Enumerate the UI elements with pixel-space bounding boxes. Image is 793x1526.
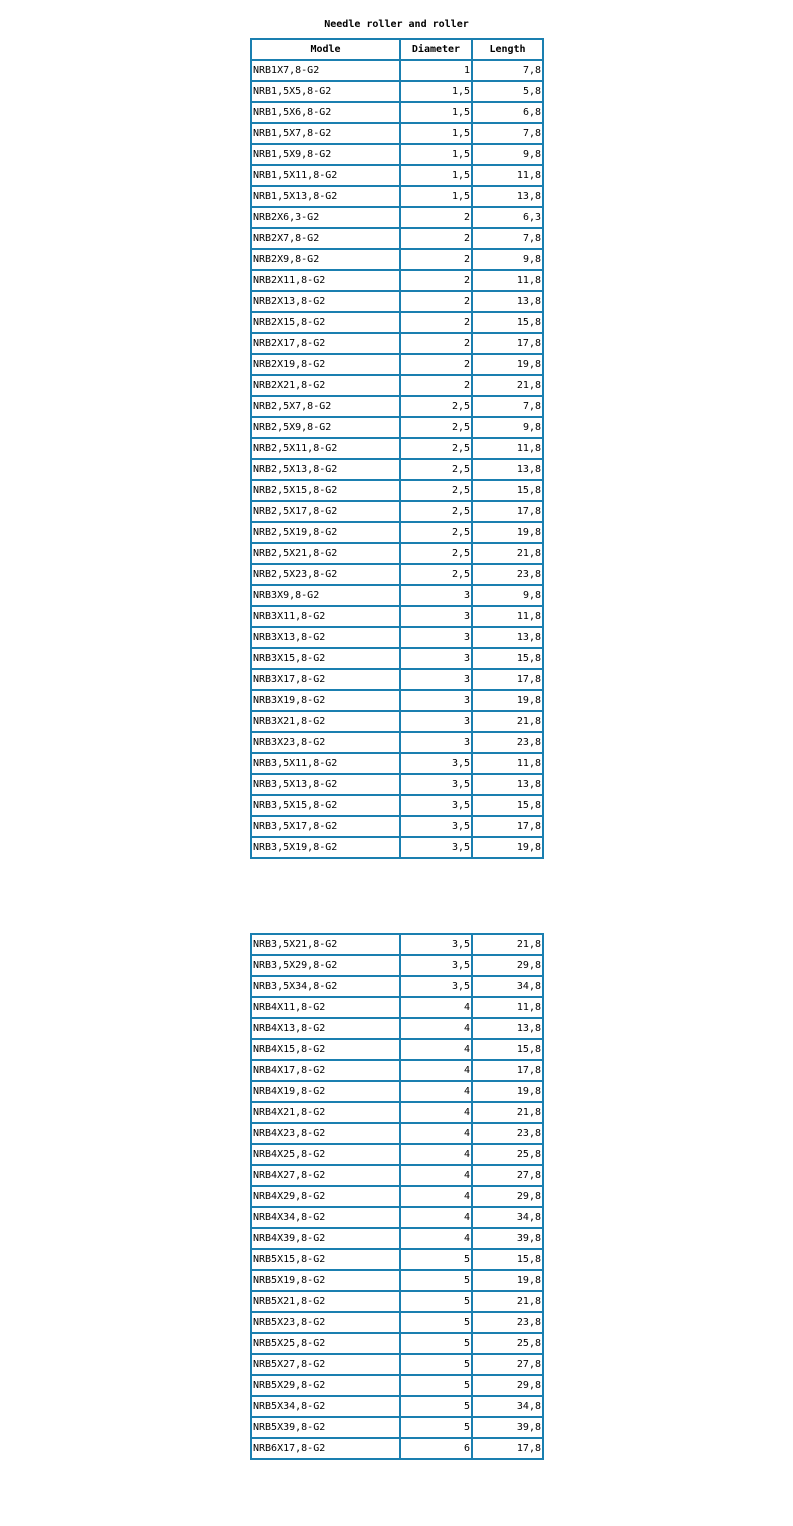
diameter-cell: 2 xyxy=(400,333,472,354)
diameter-cell: 1,5 xyxy=(400,102,472,123)
model-cell: NRB2X13,8-G2 xyxy=(251,291,400,312)
table-row xyxy=(251,997,543,1018)
table-row xyxy=(251,228,543,249)
length-cell: 13,8 xyxy=(472,291,543,312)
table-row xyxy=(251,606,543,627)
length-cell: 13,8 xyxy=(472,627,543,648)
diameter-cell: 2,5 xyxy=(400,417,472,438)
length-cell: 19,8 xyxy=(472,522,543,543)
model-cell: NRB5X21,8-G2 xyxy=(251,1291,400,1312)
diameter-cell: 4 xyxy=(400,1018,472,1039)
model-cell: NRB5X27,8-G2 xyxy=(251,1354,400,1375)
diameter-cell: 2,5 xyxy=(400,522,472,543)
length-cell: 6,8 xyxy=(472,102,543,123)
table-body-1 xyxy=(251,60,543,858)
diameter-cell: 1,5 xyxy=(400,123,472,144)
diameter-cell: 5 xyxy=(400,1333,472,1354)
length-cell: 27,8 xyxy=(472,1165,543,1186)
table-row xyxy=(251,627,543,648)
model-cell: NRB1,5X13,8-G2 xyxy=(251,186,400,207)
model-header: Modle xyxy=(251,39,400,60)
model-cell: NRB1,5X7,8-G2 xyxy=(251,123,400,144)
model-cell: NRB2X15,8-G2 xyxy=(251,312,400,333)
length-cell: 21,8 xyxy=(472,934,543,955)
model-cell: NRB6X17,8-G2 xyxy=(251,1438,400,1459)
model-cell: NRB5X39,8-G2 xyxy=(251,1417,400,1438)
length-cell: 5,8 xyxy=(472,81,543,102)
diameter-cell: 3 xyxy=(400,669,472,690)
table-row xyxy=(251,711,543,732)
spec-table-1 xyxy=(250,38,544,859)
length-cell: 9,8 xyxy=(472,144,543,165)
table-row xyxy=(251,1123,543,1144)
length-cell: 29,8 xyxy=(472,1186,543,1207)
table-row xyxy=(251,1312,543,1333)
diameter-cell: 2 xyxy=(400,249,472,270)
table-row xyxy=(251,543,543,564)
diameter-cell: 5 xyxy=(400,1291,472,1312)
length-cell: 13,8 xyxy=(472,459,543,480)
model-cell: NRB2X7,8-G2 xyxy=(251,228,400,249)
length-cell: 34,8 xyxy=(472,976,543,997)
table-row xyxy=(251,837,543,858)
length-cell: 7,8 xyxy=(472,123,543,144)
model-cell: NRB2X21,8-G2 xyxy=(251,375,400,396)
model-cell: NRB3,5X17,8-G2 xyxy=(251,816,400,837)
length-cell: 11,8 xyxy=(472,753,543,774)
model-cell: NRB4X13,8-G2 xyxy=(251,1018,400,1039)
length-cell: 6,3 xyxy=(472,207,543,228)
table-row xyxy=(251,186,543,207)
diameter-cell: 1,5 xyxy=(400,186,472,207)
length-cell: 15,8 xyxy=(472,1249,543,1270)
length-cell: 17,8 xyxy=(472,816,543,837)
table-row xyxy=(251,795,543,816)
model-cell: NRB2,5X13,8-G2 xyxy=(251,459,400,480)
length-cell: 21,8 xyxy=(472,1102,543,1123)
spec-table-2 xyxy=(250,933,544,1460)
table-row xyxy=(251,934,543,955)
table-row xyxy=(251,1249,543,1270)
model-cell: NRB2X9,8-G2 xyxy=(251,249,400,270)
table-row xyxy=(251,1228,543,1249)
model-cell: NRB4X39,8-G2 xyxy=(251,1228,400,1249)
table-body-2 xyxy=(251,934,543,1459)
diameter-cell: 4 xyxy=(400,1207,472,1228)
table-row xyxy=(251,354,543,375)
model-cell: NRB4X23,8-G2 xyxy=(251,1123,400,1144)
table-row xyxy=(251,501,543,522)
length-cell: 17,8 xyxy=(472,669,543,690)
table-row xyxy=(251,976,543,997)
diameter-cell: 4 xyxy=(400,1165,472,1186)
model-cell: NRB3X21,8-G2 xyxy=(251,711,400,732)
model-cell: NRB1,5X11,8-G2 xyxy=(251,165,400,186)
diameter-cell: 5 xyxy=(400,1396,472,1417)
diameter-cell: 3 xyxy=(400,690,472,711)
diameter-cell: 4 xyxy=(400,1186,472,1207)
diameter-cell: 3,5 xyxy=(400,934,472,955)
model-cell: NRB4X15,8-G2 xyxy=(251,1039,400,1060)
length-cell: 13,8 xyxy=(472,1018,543,1039)
table-row xyxy=(251,207,543,228)
diameter-cell: 5 xyxy=(400,1354,472,1375)
length-cell: 39,8 xyxy=(472,1228,543,1249)
table-row xyxy=(251,1354,543,1375)
table-row xyxy=(251,1396,543,1417)
model-cell: NRB2,5X23,8-G2 xyxy=(251,564,400,585)
diameter-cell: 3 xyxy=(400,648,472,669)
table-row xyxy=(251,123,543,144)
length-cell: 9,8 xyxy=(472,417,543,438)
length-cell: 23,8 xyxy=(472,732,543,753)
table-row xyxy=(251,753,543,774)
table-row xyxy=(251,270,543,291)
length-cell: 13,8 xyxy=(472,186,543,207)
length-cell: 29,8 xyxy=(472,1375,543,1396)
table-row xyxy=(251,375,543,396)
model-cell: NRB2,5X21,8-G2 xyxy=(251,543,400,564)
model-cell: NRB5X19,8-G2 xyxy=(251,1270,400,1291)
diameter-cell: 3,5 xyxy=(400,955,472,976)
model-cell: NRB4X21,8-G2 xyxy=(251,1102,400,1123)
model-cell: NRB5X23,8-G2 xyxy=(251,1312,400,1333)
length-cell: 11,8 xyxy=(472,270,543,291)
model-cell: NRB4X11,8-G2 xyxy=(251,997,400,1018)
table-row xyxy=(251,564,543,585)
model-cell: NRB3X9,8-G2 xyxy=(251,585,400,606)
table-row xyxy=(251,648,543,669)
diameter-cell: 2 xyxy=(400,312,472,333)
diameter-cell: 3,5 xyxy=(400,774,472,795)
length-cell: 17,8 xyxy=(472,1438,543,1459)
table-row xyxy=(251,1165,543,1186)
length-cell: 34,8 xyxy=(472,1207,543,1228)
diameter-cell: 3,5 xyxy=(400,976,472,997)
diameter-cell: 3 xyxy=(400,585,472,606)
length-cell: 13,8 xyxy=(472,774,543,795)
model-cell: NRB4X34,8-G2 xyxy=(251,1207,400,1228)
table-row xyxy=(251,1270,543,1291)
table-row xyxy=(251,732,543,753)
table-row xyxy=(251,165,543,186)
table-row xyxy=(251,102,543,123)
model-cell: NRB3,5X13,8-G2 xyxy=(251,774,400,795)
diameter-cell: 2,5 xyxy=(400,501,472,522)
table-row xyxy=(251,312,543,333)
diameter-cell: 4 xyxy=(400,997,472,1018)
model-cell: NRB3X19,8-G2 xyxy=(251,690,400,711)
length-cell: 34,8 xyxy=(472,1396,543,1417)
diameter-cell: 4 xyxy=(400,1102,472,1123)
diameter-header: Diameter xyxy=(400,39,472,60)
model-cell: NRB3X17,8-G2 xyxy=(251,669,400,690)
length-cell: 23,8 xyxy=(472,1123,543,1144)
model-cell: NRB2,5X9,8-G2 xyxy=(251,417,400,438)
length-cell: 11,8 xyxy=(472,438,543,459)
diameter-cell: 1 xyxy=(400,60,472,81)
model-cell: NRB2X11,8-G2 xyxy=(251,270,400,291)
table-row xyxy=(251,144,543,165)
diameter-cell: 4 xyxy=(400,1060,472,1081)
length-cell: 15,8 xyxy=(472,648,543,669)
length-cell: 21,8 xyxy=(472,711,543,732)
diameter-cell: 6 xyxy=(400,1438,472,1459)
table-row xyxy=(251,1375,543,1396)
diameter-cell: 3,5 xyxy=(400,837,472,858)
length-cell: 15,8 xyxy=(472,795,543,816)
table-row xyxy=(251,459,543,480)
table-row xyxy=(251,249,543,270)
diameter-cell: 2 xyxy=(400,207,472,228)
length-cell: 15,8 xyxy=(472,312,543,333)
table-row xyxy=(251,1291,543,1312)
length-cell: 21,8 xyxy=(472,543,543,564)
table-row xyxy=(251,1417,543,1438)
length-cell: 19,8 xyxy=(472,1081,543,1102)
diameter-cell: 3 xyxy=(400,606,472,627)
model-cell: NRB3X13,8-G2 xyxy=(251,627,400,648)
model-cell: NRB1,5X6,8-G2 xyxy=(251,102,400,123)
table-row xyxy=(251,1060,543,1081)
length-cell: 23,8 xyxy=(472,1312,543,1333)
length-cell: 17,8 xyxy=(472,333,543,354)
model-cell: NRB5X15,8-G2 xyxy=(251,1249,400,1270)
model-cell: NRB3,5X19,8-G2 xyxy=(251,837,400,858)
diameter-cell: 2 xyxy=(400,354,472,375)
diameter-cell: 2,5 xyxy=(400,543,472,564)
table-row xyxy=(251,669,543,690)
length-cell: 29,8 xyxy=(472,955,543,976)
model-cell: NRB3,5X15,8-G2 xyxy=(251,795,400,816)
table-row xyxy=(251,396,543,417)
table-row xyxy=(251,1207,543,1228)
diameter-cell: 2 xyxy=(400,270,472,291)
length-cell: 7,8 xyxy=(472,228,543,249)
model-cell: NRB3X23,8-G2 xyxy=(251,732,400,753)
length-cell: 19,8 xyxy=(472,690,543,711)
length-cell: 7,8 xyxy=(472,396,543,417)
model-cell: NRB2,5X17,8-G2 xyxy=(251,501,400,522)
table-row xyxy=(251,81,543,102)
model-cell: NRB2,5X7,8-G2 xyxy=(251,396,400,417)
length-cell: 21,8 xyxy=(472,1291,543,1312)
diameter-cell: 2,5 xyxy=(400,480,472,501)
diameter-cell: 5 xyxy=(400,1312,472,1333)
table-row xyxy=(251,1018,543,1039)
diameter-cell: 4 xyxy=(400,1144,472,1165)
diameter-cell: 4 xyxy=(400,1228,472,1249)
model-cell: NRB5X29,8-G2 xyxy=(251,1375,400,1396)
length-cell: 27,8 xyxy=(472,1354,543,1375)
length-cell: 15,8 xyxy=(472,1039,543,1060)
length-cell: 25,8 xyxy=(472,1333,543,1354)
model-cell: NRB5X34,8-G2 xyxy=(251,1396,400,1417)
model-cell: NRB4X19,8-G2 xyxy=(251,1081,400,1102)
table-row xyxy=(251,1144,543,1165)
model-cell: NRB3X15,8-G2 xyxy=(251,648,400,669)
table-row xyxy=(251,690,543,711)
length-cell: 19,8 xyxy=(472,354,543,375)
length-cell: 15,8 xyxy=(472,480,543,501)
table-row xyxy=(251,955,543,976)
diameter-cell: 1,5 xyxy=(400,81,472,102)
diameter-cell: 5 xyxy=(400,1270,472,1291)
diameter-cell: 3,5 xyxy=(400,753,472,774)
diameter-cell: 3 xyxy=(400,627,472,648)
diameter-cell: 2,5 xyxy=(400,564,472,585)
table-row xyxy=(251,480,543,501)
page-title: Needle roller and roller xyxy=(324,19,469,30)
diameter-cell: 2 xyxy=(400,291,472,312)
diameter-cell: 3,5 xyxy=(400,795,472,816)
length-cell: 19,8 xyxy=(472,837,543,858)
length-cell: 9,8 xyxy=(472,249,543,270)
model-cell: NRB2X17,8-G2 xyxy=(251,333,400,354)
model-cell: NRB4X29,8-G2 xyxy=(251,1186,400,1207)
model-cell: NRB1,5X5,8-G2 xyxy=(251,81,400,102)
model-cell: NRB2X6,3-G2 xyxy=(251,207,400,228)
table-row xyxy=(251,417,543,438)
table-row xyxy=(251,1039,543,1060)
model-cell: NRB2,5X11,8-G2 xyxy=(251,438,400,459)
table-row xyxy=(251,522,543,543)
table-row xyxy=(251,1081,543,1102)
table-row xyxy=(251,60,543,81)
model-cell: NRB3X11,8-G2 xyxy=(251,606,400,627)
table-row xyxy=(251,585,543,606)
length-cell: 17,8 xyxy=(472,501,543,522)
model-cell: NRB2X19,8-G2 xyxy=(251,354,400,375)
length-header: Length xyxy=(472,39,543,60)
model-cell: NRB1,5X9,8-G2 xyxy=(251,144,400,165)
table-row xyxy=(251,816,543,837)
length-cell: 11,8 xyxy=(472,997,543,1018)
length-cell: 9,8 xyxy=(472,585,543,606)
length-cell: 39,8 xyxy=(472,1417,543,1438)
diameter-cell: 2 xyxy=(400,375,472,396)
table-row xyxy=(251,1438,543,1459)
model-cell: NRB3,5X11,8-G2 xyxy=(251,753,400,774)
model-cell: NRB3,5X29,8-G2 xyxy=(251,955,400,976)
length-cell: 25,8 xyxy=(472,1144,543,1165)
diameter-cell: 5 xyxy=(400,1375,472,1396)
table-row xyxy=(251,774,543,795)
model-cell: NRB1X7,8-G2 xyxy=(251,60,400,81)
diameter-cell: 2 xyxy=(400,228,472,249)
model-cell: NRB4X25,8-G2 xyxy=(251,1144,400,1165)
length-cell: 7,8 xyxy=(472,60,543,81)
model-cell: NRB3,5X34,8-G2 xyxy=(251,976,400,997)
table-row xyxy=(251,1333,543,1354)
diameter-cell: 3,5 xyxy=(400,816,472,837)
length-cell: 19,8 xyxy=(472,1270,543,1291)
model-cell: NRB2,5X15,8-G2 xyxy=(251,480,400,501)
diameter-cell: 1,5 xyxy=(400,165,472,186)
length-cell: 17,8 xyxy=(472,1060,543,1081)
diameter-cell: 5 xyxy=(400,1417,472,1438)
table-row xyxy=(251,1102,543,1123)
diameter-cell: 1,5 xyxy=(400,144,472,165)
length-cell: 11,8 xyxy=(472,165,543,186)
diameter-cell: 2,5 xyxy=(400,438,472,459)
diameter-cell: 3 xyxy=(400,732,472,753)
table-row xyxy=(251,1186,543,1207)
length-cell: 21,8 xyxy=(472,375,543,396)
header-row xyxy=(251,39,543,60)
diameter-cell: 5 xyxy=(400,1249,472,1270)
table-row xyxy=(251,438,543,459)
model-cell: NRB3,5X21,8-G2 xyxy=(251,934,400,955)
model-cell: NRB5X25,8-G2 xyxy=(251,1333,400,1354)
diameter-cell: 2,5 xyxy=(400,396,472,417)
length-cell: 23,8 xyxy=(472,564,543,585)
model-cell: NRB2,5X19,8-G2 xyxy=(251,522,400,543)
diameter-cell: 4 xyxy=(400,1123,472,1144)
diameter-cell: 2,5 xyxy=(400,459,472,480)
model-cell: NRB4X17,8-G2 xyxy=(251,1060,400,1081)
diameter-cell: 3 xyxy=(400,711,472,732)
model-cell: NRB4X27,8-G2 xyxy=(251,1165,400,1186)
table-row xyxy=(251,333,543,354)
table-row xyxy=(251,291,543,312)
diameter-cell: 4 xyxy=(400,1039,472,1060)
length-cell: 11,8 xyxy=(472,606,543,627)
diameter-cell: 4 xyxy=(400,1081,472,1102)
